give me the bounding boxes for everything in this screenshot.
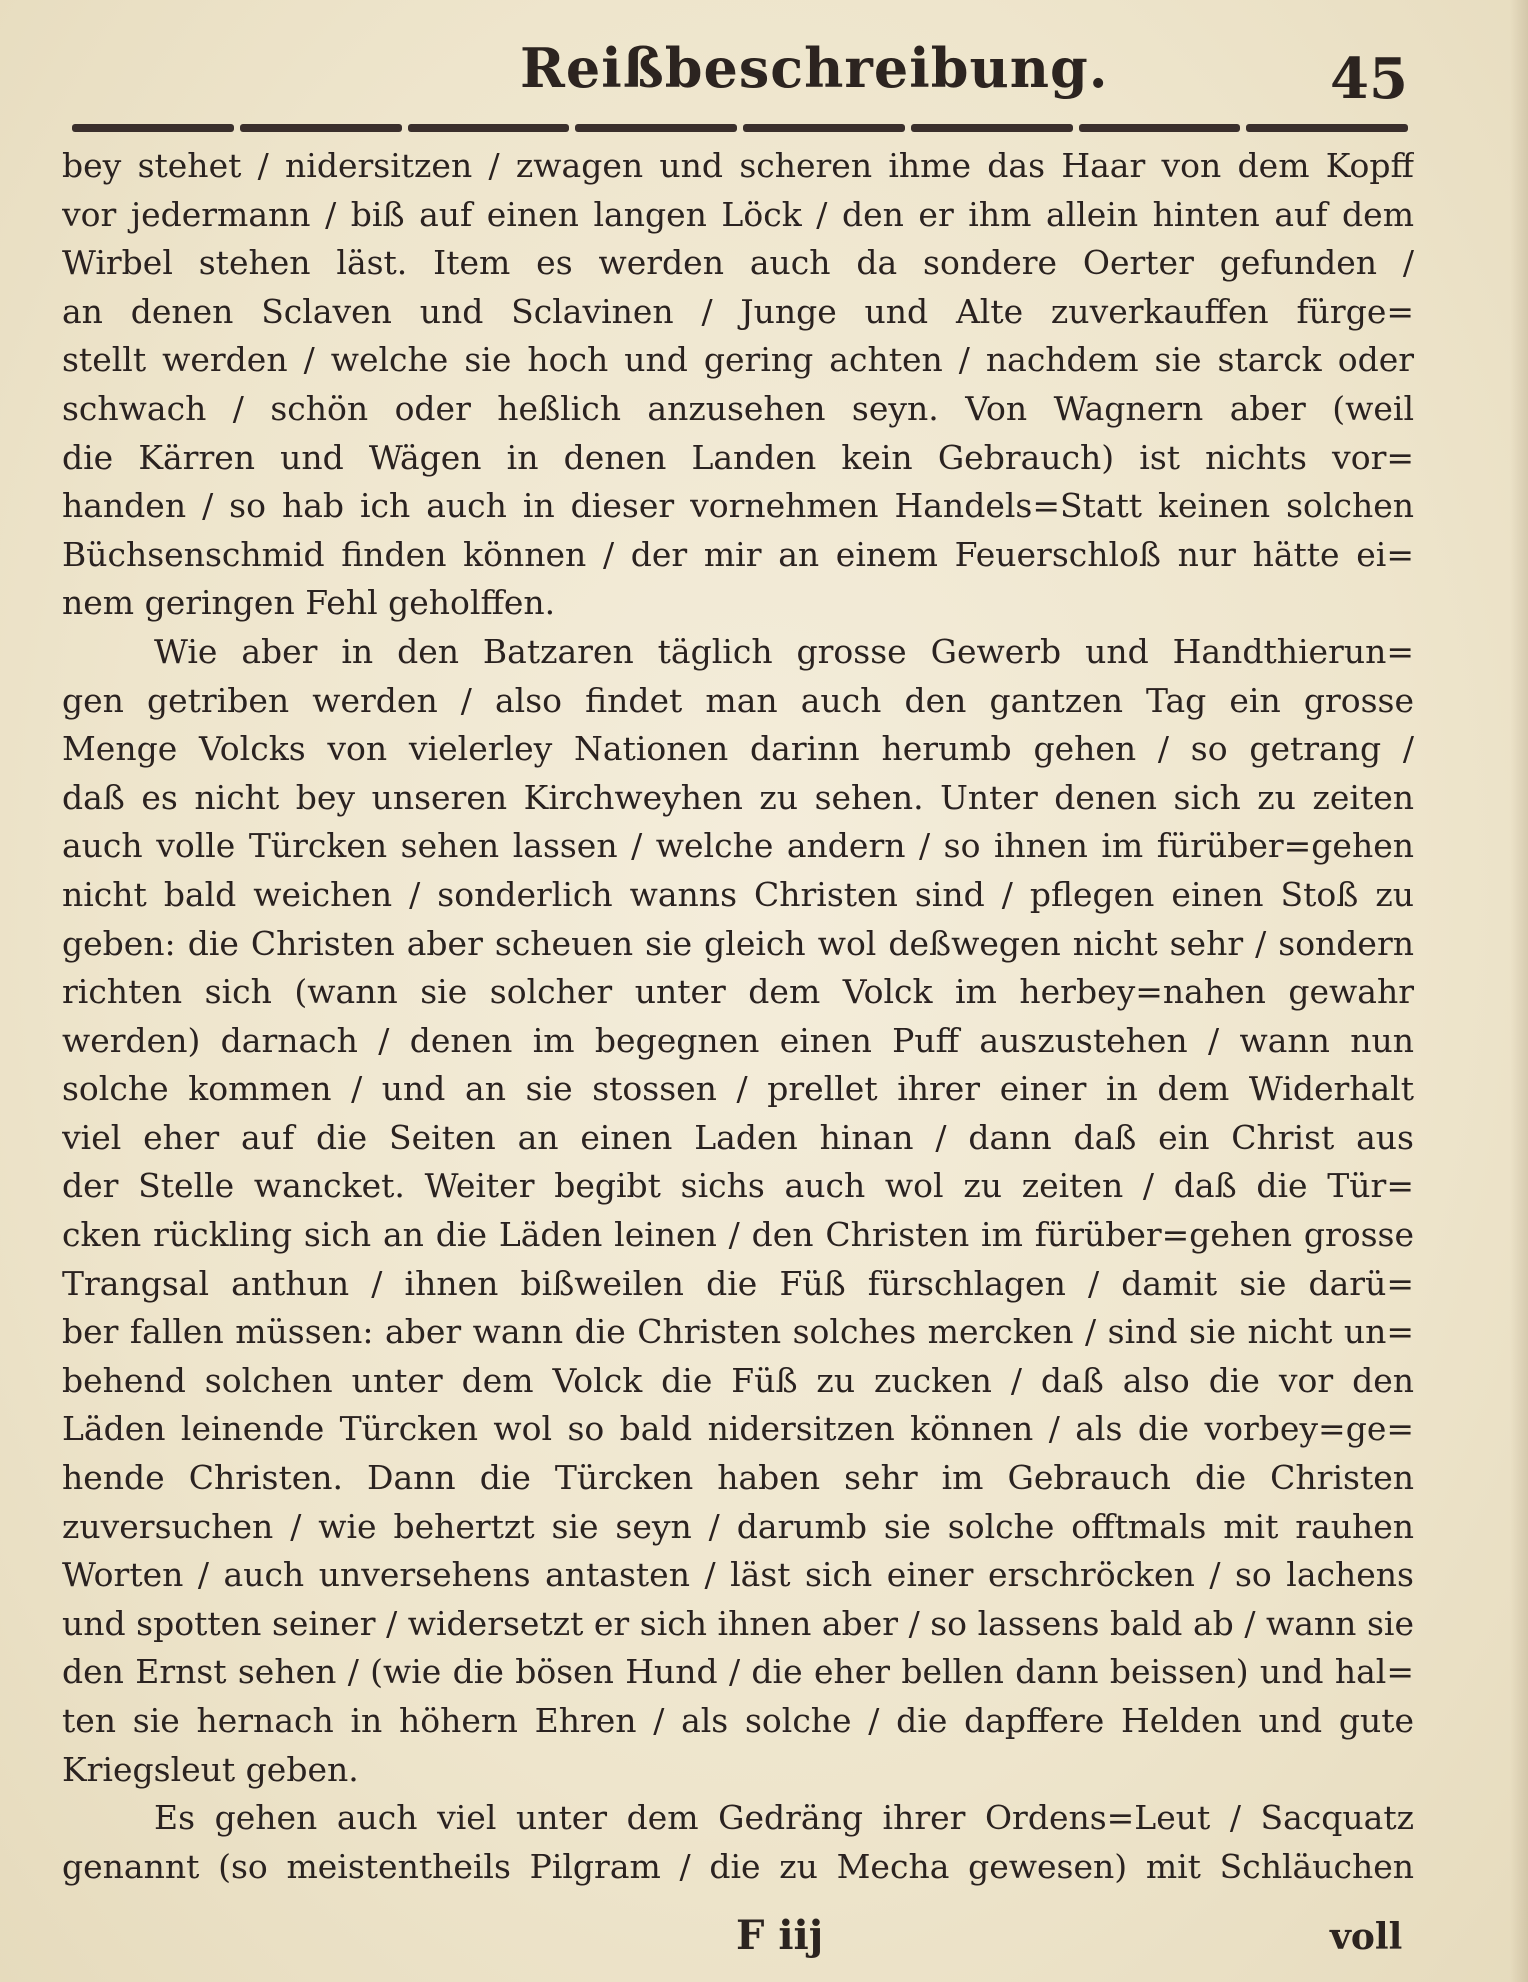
text-line: vor jedermann / biß auf einen langen Löck / den er ihm allein hinten auf dem [62, 194, 1414, 234]
body-text [62, 142, 1414, 1891]
text-line: Menge Volcks von vielerley Nationen darinn herumb gehen / so getrang / [62, 729, 1414, 769]
text-line: Wie aber in den Batzaren täglich grosse Gewerb und Handthierun= [154, 631, 1414, 671]
text-line: ten sie hernach in höhern Ehren / als solche / die dapffere Helden und gute [62, 1701, 1414, 1740]
text-line: viel eher auf die Seiten an einen Laden hinan / dann daß ein Christ aus [62, 1117, 1414, 1157]
text-line: nicht bald weichen / sonderlich wanns Christen sind / pflegen einen Stoß zu [62, 874, 1414, 914]
text-line: solche kommen / und an sie stossen / prellet ihrer einer in dem Widerhalt [62, 1069, 1414, 1109]
text-line: Läden leinende Türcken wol so bald nidersitzen können / als die vorbey=ge= [62, 1409, 1414, 1449]
page-footer [0, 1912, 1528, 1972]
text-line: richten sich (wann sie solcher unter dem Volck im herbey=nahen gewahr [62, 972, 1414, 1012]
signature-mark: F iij [736, 1912, 824, 1959]
text-line: ber fallen müssen: aber wann die Christen solches mercken / sind sie nicht un= [62, 1312, 1414, 1352]
text-line: Wirbel stehen läst. Item es werden auch da sondere Oerter gefunden / [62, 243, 1414, 283]
text-line: Trangsal anthun / ihnen bißweilen die Füß fürschlagen / damit sie darü= [62, 1263, 1414, 1303]
text-line: schwach / schön oder heßlich anzusehen seyn. Von Wagnern aber (weil [62, 388, 1414, 428]
running-head-title: Reißbeschreibung. [520, 36, 1109, 100]
text-line: handen / so hab ich auch in dieser vornehmen Handels=Statt keinen solchen [62, 486, 1414, 526]
text-line: bey stehet / nidersitzen / zwagen und scheren ihme das Haar von dem Kopff [62, 146, 1414, 185]
text-line: an denen Sclaven und Sclavinen / Junge und Alte zuverkauffen fürge= [62, 291, 1414, 331]
text-line: geben: die Christen aber scheuen sie gleich wol deßwegen nicht sehr / sondern [62, 923, 1414, 963]
text-line: Es gehen auch viel unter dem Gedräng ihrer Ordens=Leut / Sacquatz [154, 1798, 1414, 1838]
text-line: nem geringen Fehl geholffen. [62, 583, 556, 623]
text-line: und spotten seiner / widersetzt er sich ihnen aber / so lassens bald ab / wann sie [62, 1603, 1414, 1643]
page-number: 45 [1330, 46, 1408, 112]
text-line: Worten / auch unversehens antasten / läst sich einer erschröcken / so lachens [62, 1555, 1414, 1595]
text-line: die Kärren und Wägen in denen Landen kein Gebrauch) ist nichts vor= [62, 437, 1414, 477]
text-line: zuversuchen / wie behertzt sie seyn / darumb sie solche offtmals mit rauhen [62, 1506, 1414, 1546]
text-line: gen getriben werden / also findet man auch den gantzen Tag ein grosse [62, 680, 1414, 720]
text-line: auch volle Türcken sehen lassen / welche andern / so ihnen im fürüber=gehen [62, 826, 1414, 866]
text-line: Büchsenschmid finden können / der mir an einem Feuerschloß nur hätte ei= [62, 534, 1414, 574]
page-edge-shadow [1510, 0, 1528, 1982]
text-line: hende Christen. Dann die Türcken haben sehr im Gebrauch die Christen [62, 1458, 1414, 1498]
text-line: stellt werden / welche sie hoch und gering achten / nachdem sie starck oder [62, 340, 1414, 380]
text-line: daß es nicht bey unseren Kirchweyhen zu sehen. Unter denen sich zu zeiten [62, 777, 1414, 817]
text-line: Kriegsleut geben. [62, 1749, 359, 1789]
text-line: der Stelle wancket. Weiter begibt sichs auch wol zu zeiten / daß die Tür= [62, 1166, 1414, 1206]
header-rule [72, 124, 1408, 132]
text-line: behend solchen unter dem Volck die Füß zu zucken / daß also die vor den [62, 1360, 1414, 1400]
text-line: genannt (so meistentheils Pilgram / die zu Mecha gewesen) mit Schläuchen [62, 1846, 1414, 1886]
text-line: den Ernst sehen / (wie die bösen Hund / die eher bellen dann beissen) und hal= [62, 1652, 1414, 1692]
text-line: werden) darnach / denen im begegnen einen Puff auszustehen / wann nun [62, 1020, 1414, 1060]
text-line: cken rückling sich an die Läden leinen / den Christen im fürüber=gehen grosse [62, 1215, 1414, 1255]
catchword: voll [1330, 1916, 1403, 1958]
